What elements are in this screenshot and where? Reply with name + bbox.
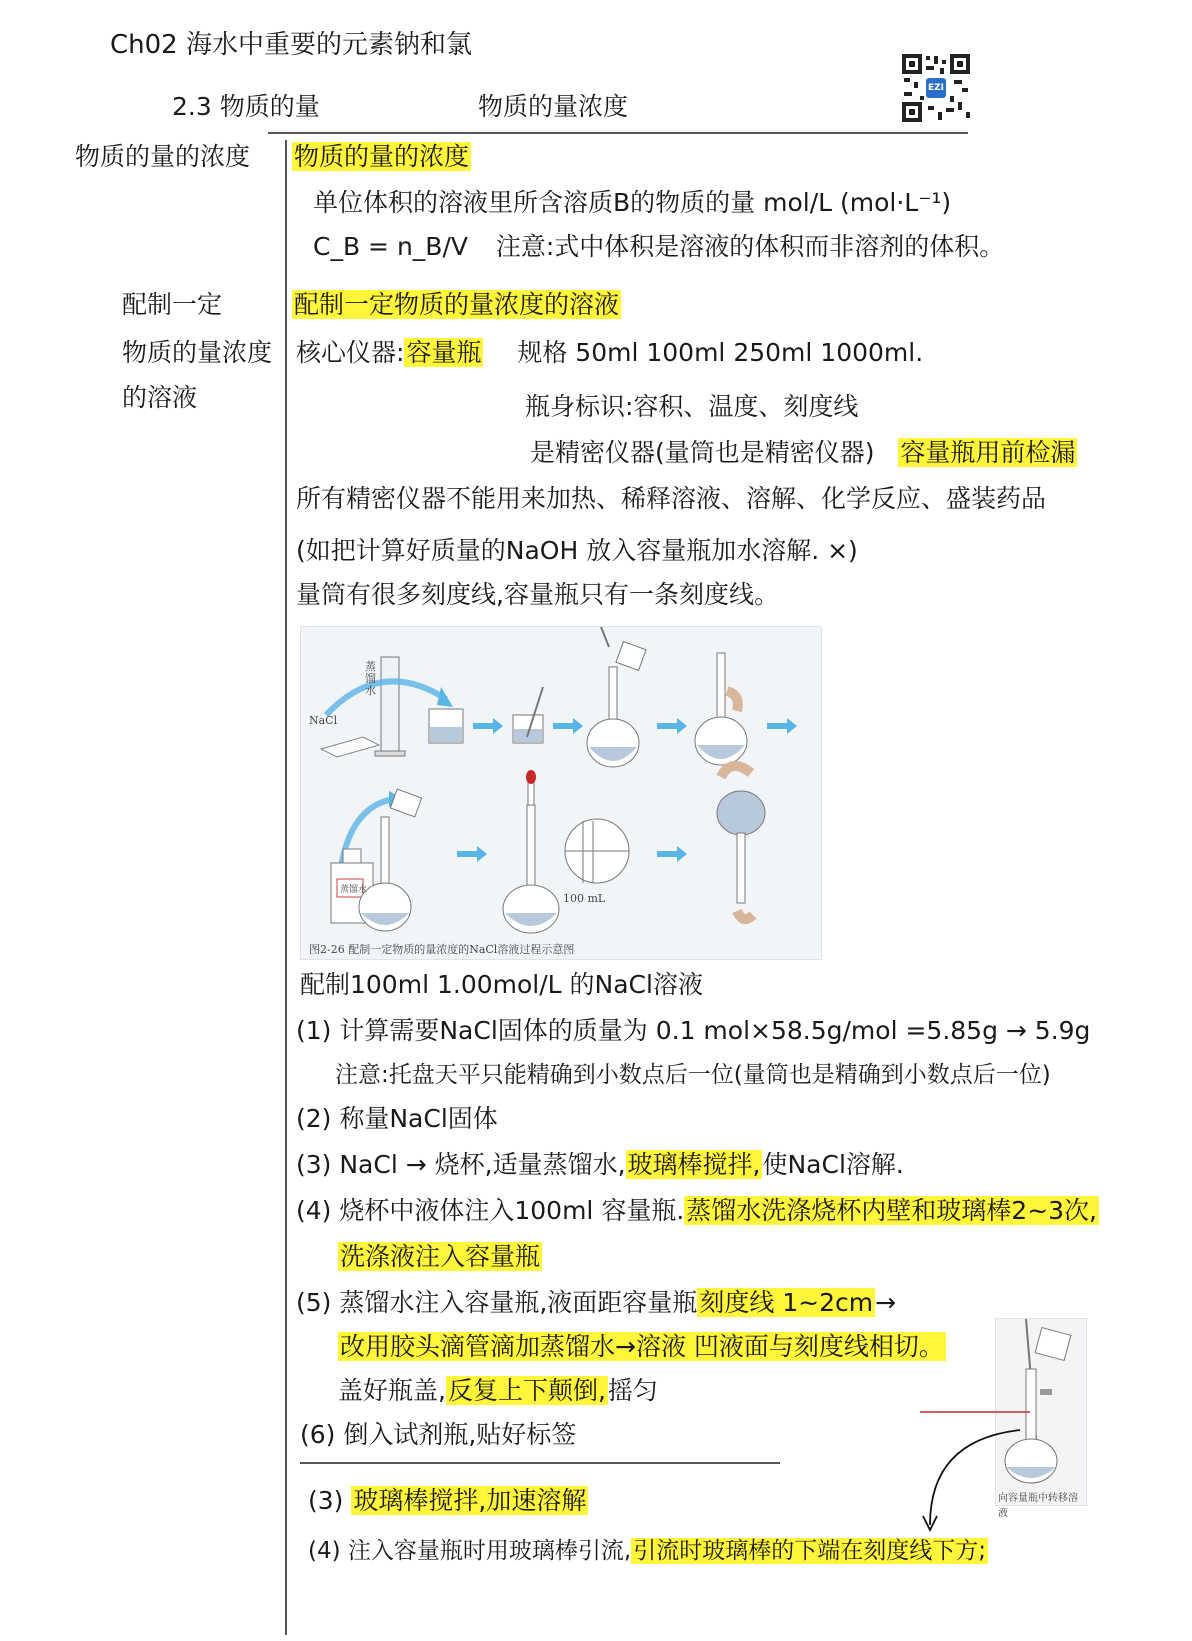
note-4-text: (4) 注入容量瓶时用玻璃棒引流, bbox=[308, 1538, 632, 1564]
precision-note: 是精密仪器(量筒也是精密仪器) bbox=[530, 438, 875, 467]
step-4-highlight: 蒸馏水洗涤烧杯内壁和玻璃棒2~3次, bbox=[686, 1196, 1097, 1225]
note-3-highlight: 玻璃棒搅拌,加速溶解 bbox=[353, 1486, 587, 1515]
step-3-highlight: 玻璃棒搅拌, bbox=[627, 1150, 761, 1179]
step-5-line3-text: 盖好瓶盖, bbox=[338, 1376, 446, 1405]
core-instrument-label: 核心仪器: bbox=[296, 338, 405, 367]
step-6: (6) 倒入试剂瓶,贴好标签 bbox=[300, 1420, 577, 1449]
step-4-highlight-2: 洗涤液注入容量瓶 bbox=[340, 1242, 541, 1271]
concept-label-prep-line2: 物质的量浓度 bbox=[122, 338, 273, 367]
step-3-text: (3) NaCl → 烧杯,适量蒸馏水, bbox=[296, 1150, 626, 1179]
step-4-text: (4) 烧杯中液体注入100ml 容量瓶. bbox=[296, 1196, 685, 1225]
section2-title: 配制一定物质的量浓度的溶液 bbox=[294, 290, 620, 319]
step-5-line2: 改用胶头滴管滴加蒸馏水→溶液 凹液面与刻度线相切。 bbox=[340, 1332, 944, 1361]
section1-title: 物质的量的浓度 bbox=[294, 142, 470, 171]
step-5-line3-tail: 摇匀 bbox=[607, 1376, 658, 1405]
flask-markings: 瓶身标识:容积、温度、刻度线 bbox=[525, 392, 859, 421]
qr-code-icon[interactable] bbox=[900, 52, 972, 124]
procedure-title: 配制100ml 1.00mol/L 的NaCl溶液 bbox=[300, 970, 703, 999]
step-1-note: 注意:托盘天平只能精确到小数点后一位(量筒也是精确到小数点后一位) bbox=[335, 1062, 1051, 1088]
section-number-title: 2.3 物质的量 bbox=[172, 92, 320, 121]
step-5-arrow: → bbox=[875, 1288, 897, 1317]
step-3-tail: 使NaCl溶解. bbox=[762, 1150, 904, 1179]
annotation-arrows bbox=[900, 1390, 1040, 1550]
curved-arrow bbox=[930, 1430, 1020, 1525]
flask-specs: 规格 50ml 100ml 250ml 1000ml. bbox=[517, 338, 924, 367]
figure-label-volume: 100 mL bbox=[563, 892, 606, 905]
figure-label-nacl: NaCl bbox=[309, 714, 338, 727]
margin-rule bbox=[285, 140, 287, 1635]
example-wrong: (如把计算好质量的NaOH 放入容量瓶加水溶解. ×) bbox=[296, 536, 858, 565]
core-instrument-name: 容量瓶 bbox=[406, 338, 482, 367]
figure-label-water: 蒸馏水 bbox=[365, 660, 376, 697]
formula: C_B = n_B/V bbox=[313, 232, 468, 261]
step-5-highlight: 刻度线 1~2cm bbox=[699, 1288, 874, 1317]
header-rule bbox=[268, 132, 968, 134]
chapter-title: Ch02 海水中重要的元素钠和氯 bbox=[110, 30, 472, 60]
figure-label-bottle: 蒸馏水 bbox=[340, 885, 368, 895]
notes-divider bbox=[300, 1462, 780, 1464]
compare-note: 量筒有很多刻度线,容量瓶只有一条刻度线。 bbox=[296, 580, 779, 609]
concept-label-prep-line1: 配制一定 bbox=[122, 290, 223, 319]
leak-check-note: 容量瓶用前检漏 bbox=[900, 438, 1076, 467]
qr-badge: EZI bbox=[927, 83, 945, 93]
step-1: (1) 计算需要NaCl固体的质量为 0.1 mol×58.5g/mol =5.85g → 5.9g bbox=[296, 1016, 1091, 1045]
concept-label-prep-line3: 的溶液 bbox=[122, 383, 198, 412]
transfer-figure-caption: 向容量瓶中转移溶液 bbox=[998, 1493, 1078, 1519]
definition-text: 单位体积的溶液里所含溶质B的物质的量 mol/L (mol·L⁻¹) bbox=[313, 188, 952, 217]
formula-note: 注意:式中体积是溶液的体积而非溶剂的体积。 bbox=[495, 232, 1005, 261]
note-4-highlight: 引流时玻璃棒的下端在刻度线下方; bbox=[633, 1538, 986, 1564]
forbidden-uses: 所有精密仪器不能用来加热、稀释溶液、溶解、化学反应、盛装药品 bbox=[296, 484, 1047, 513]
step-2: (2) 称量NaCl固体 bbox=[296, 1104, 498, 1133]
step-5-text: (5) 蒸馏水注入容量瓶,液面距容量瓶 bbox=[296, 1288, 698, 1317]
concept-label-concentration: 物质的量的浓度 bbox=[75, 142, 251, 171]
topic-title: 物质的量浓度 bbox=[478, 92, 629, 121]
step-5-line3-highlight: 反复上下颠倒, bbox=[447, 1376, 606, 1405]
figure-caption: 图2-26 配制一定物质的量浓度的NaCl溶液过程示意图 bbox=[309, 943, 575, 956]
procedure-figure bbox=[300, 626, 822, 960]
note-3-label: (3) bbox=[308, 1486, 344, 1515]
